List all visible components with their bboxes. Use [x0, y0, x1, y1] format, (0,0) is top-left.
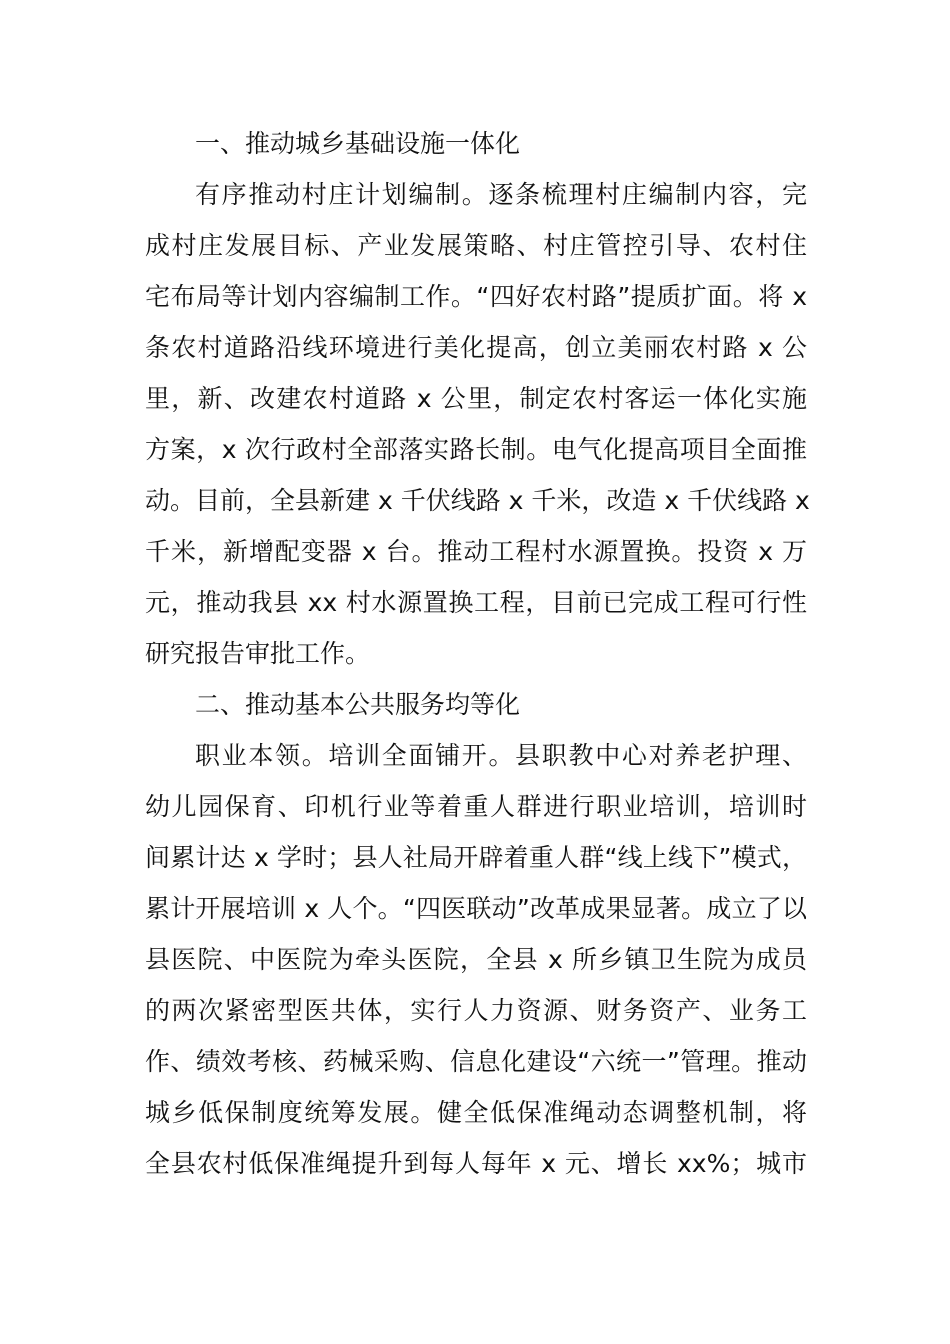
text-line: 有序推动村庄计划编制。逐条梳理村庄编制内容，完 — [195, 180, 807, 209]
text-line: 间累计达 x 学时；县人社局开辟着重人群“线上线下”模式， — [145, 843, 807, 872]
text-line: 条农村道路沿线环境进行美化提高，创立美丽农村路 x 公 — [145, 333, 807, 362]
text-line: 元，推动我县 xx 村水源置换工程，目前已完成工程可行性 — [145, 588, 807, 617]
text-line: 动。目前，全县新建 x 千伏线路 x 千米，改造 x 千伏线路 x — [145, 486, 810, 515]
text-line: 方案，x 次行政村全部落实路长制。电气化提高项目全面推 — [145, 435, 807, 464]
text-line: 城乡低保制度统筹发展。健全低保准绳动态调整机制，将 — [145, 1098, 807, 1127]
text-line: 累计开展培训 x 人个。“四医联动”改革成果显著。成立了以 — [145, 894, 807, 923]
paragraph-2 — [145, 730, 807, 1189]
text-line: 县医院、中医院为牵头医院，全县 x 所乡镇卫生院为成员 — [145, 945, 807, 974]
text-line: 成村庄发展目标、产业发展策略、村庄管控引导、农村住 — [145, 231, 807, 260]
text-line: 里，新、改建农村道路 x 公里，制定农村客运一体化实施 — [145, 384, 807, 413]
text-line: 研究报告审批工作。 — [145, 639, 371, 668]
text-line: 作、绩效考核、药械采购、信息化建设“六统一”管理。推动 — [145, 1047, 807, 1076]
paragraph-1 — [145, 169, 810, 679]
section-heading-1: 一、推动城乡基础设施一体化 — [195, 129, 521, 158]
text-line: 宅布局等计划内容编制工作。“四好农村路”提质扩面。将 x — [145, 282, 807, 311]
text-line: 幼儿园保育、印机行业等着重人群进行职业培训，培训时 — [145, 792, 807, 821]
text-line: 的两次紧密型医共体，实行人力资源、财务资产、业务工 — [145, 996, 807, 1025]
text-line: 职业本领。培训全面铺开。县职教中心对养老护理、 — [195, 741, 807, 770]
text-line: 全县农村低保准绳提升到每人每年 x 元、增长 xx%；城市 — [145, 1149, 807, 1178]
section-heading-2: 二、推动基本公共服务均等化 — [195, 690, 521, 719]
document-body — [145, 118, 810, 1189]
text-line: 千米，新增配变器 x 台。推动工程村水源置换。投资 x 万 — [145, 537, 807, 566]
